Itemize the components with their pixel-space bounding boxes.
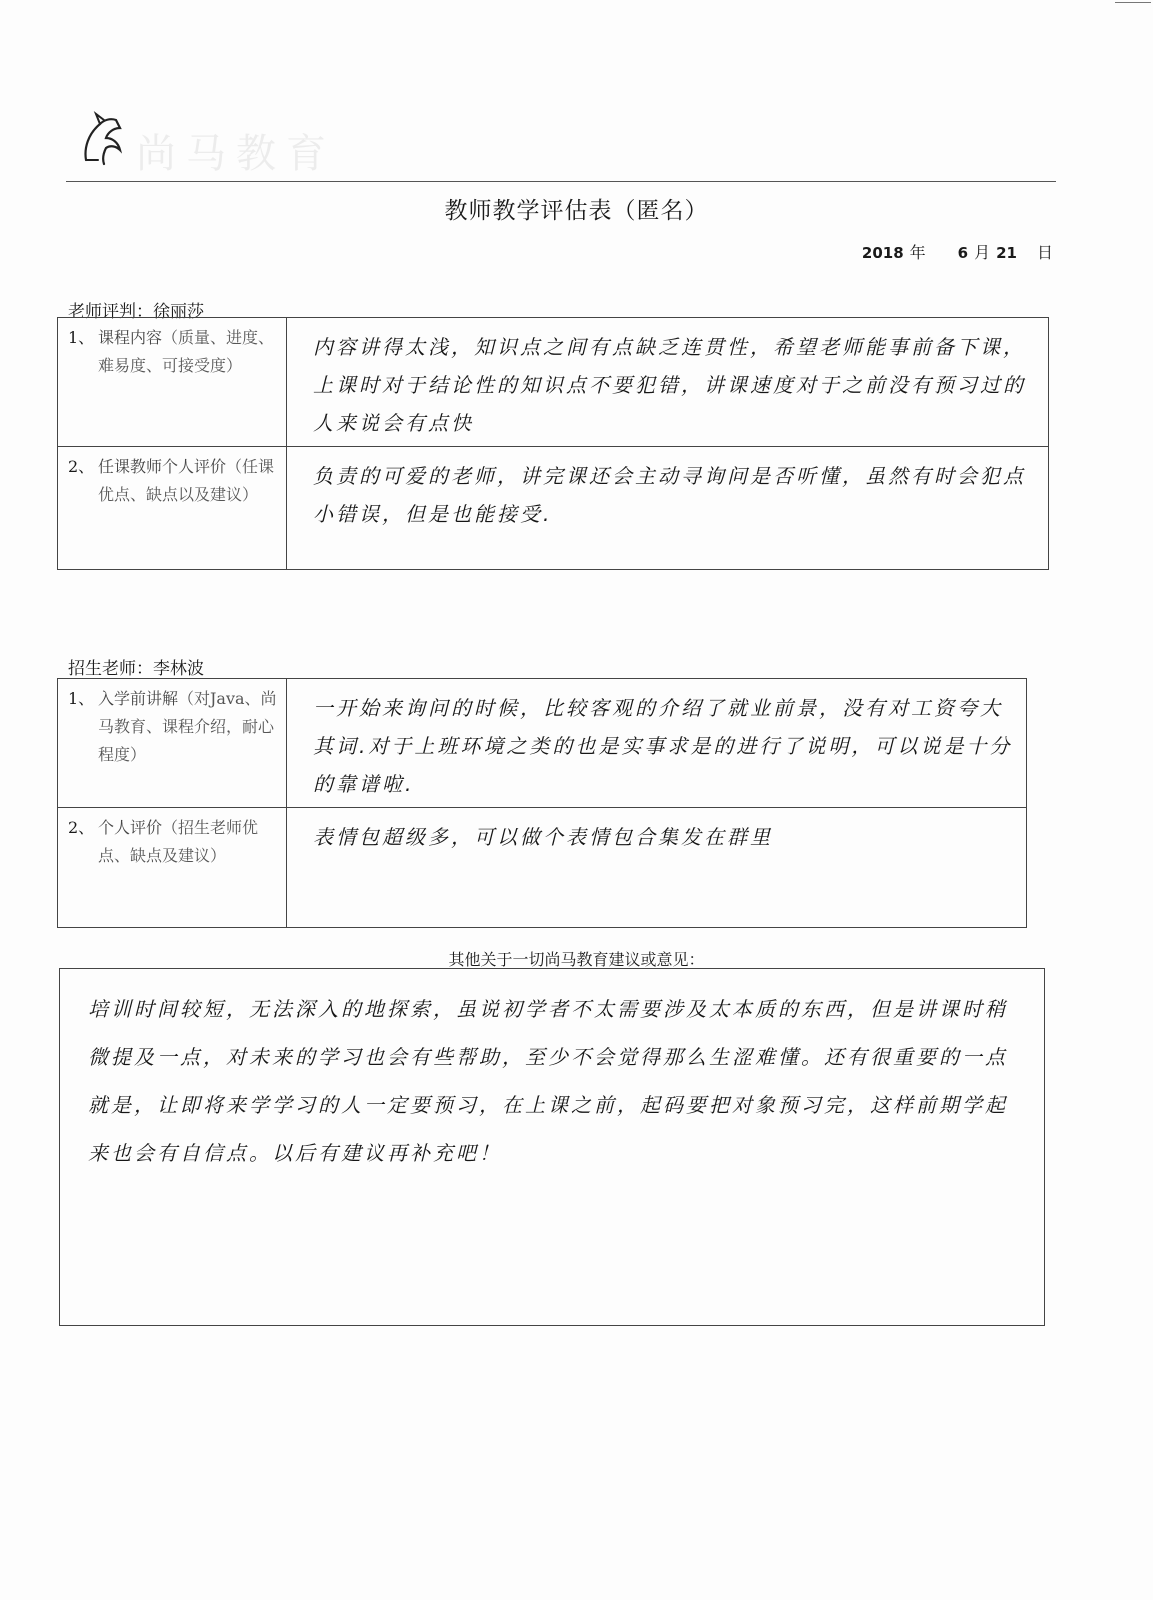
date-day: 21 [996,244,1017,262]
date-day-label: 日 [1036,243,1053,262]
logo-faint-text: 尚马教育 [136,131,336,177]
question-sublabel: （对Java、尚马教育、课程介绍，耐心程度） [98,689,277,764]
question-sublabel: （质量、进度、难易度、可接受度） [98,328,275,375]
date-month-label: 月 [974,243,991,262]
table-row [58,447,1049,570]
question-label: 课程内容 [98,328,163,347]
teacher-section-label: 老师评判：徐丽莎 [68,302,204,322]
date-year: 2018 [861,244,904,262]
question-cell [58,318,287,447]
other-suggestions-title: 其他关于一切尚马教育建议或意见： [448,950,705,969]
other-suggestions-text: 培训时间较短，无法深入的地探索，虽说初学者不太需要涉及太本质的东西，但是讲课时稍微提及一点，对未来的学习也会有些帮助，至少不会觉得那么生涩难懂。还有很重要的一点就是，让即将来学学习的人一定要预习，在上课之前，起码要把对象预习完，这样前期学起来也会有自信点。以后有建议再补充吧！ [88,997,1008,1165]
answer-cell: 内容讲得太浅，知识点之间有点缺乏连贯性，希望老师能事前备下课，上课时对于结论性的知识点不要犯错，讲课速度对于之前没有预习过的人来说会有点快 [287,318,1049,447]
question-number: 2、 [68,457,95,476]
form-date [862,240,1053,263]
question-label: 入学前讲解 [98,689,179,708]
table-row [58,318,1049,447]
question-sublabel: （招生老师优点、缺点及建议） [98,818,259,865]
answer-cell: 一开始来询问的时候，比较客观的介绍了就业前景，没有对工资夸大其词.对于上班环境之类的也是实事求是的进行了说明，可以说是十分的靠谱啦. [287,679,1027,808]
company-logo [78,108,378,178]
date-month: 6 [957,244,969,262]
question-label: 任课教师个人评价 [98,457,227,476]
teacher-eval-table [57,317,1049,570]
table-row [58,679,1027,808]
answer-cell: 负责的可爱的老师，讲完课还会主动寻询问是否听懂，虽然有时会犯点小错误，但是也能接受. [287,447,1049,570]
page-title: 教师教学评估表（匿名） [444,198,709,224]
question-label: 个人评价 [98,818,163,837]
question-cell [58,447,287,570]
answer-cell: 表情包超级多，可以做个表情包合集发在群里 [287,808,1027,928]
other-suggestions-box [59,968,1045,1326]
question-cell [58,808,287,928]
question-number: 1、 [68,328,95,347]
question-number: 2、 [68,818,95,837]
recruit-eval-table [57,678,1027,928]
corner-line [1115,2,1151,3]
question-sublabel: （任课优点、缺点以及建议） [98,457,275,504]
recruit-section-label: 招生老师：李林波 [68,659,204,679]
horse-logo-icon [78,108,128,168]
question-number: 1、 [68,689,95,708]
table-row [58,808,1027,928]
header-divider [66,181,1056,182]
date-year-label: 年 [909,243,926,262]
question-cell [58,679,287,808]
